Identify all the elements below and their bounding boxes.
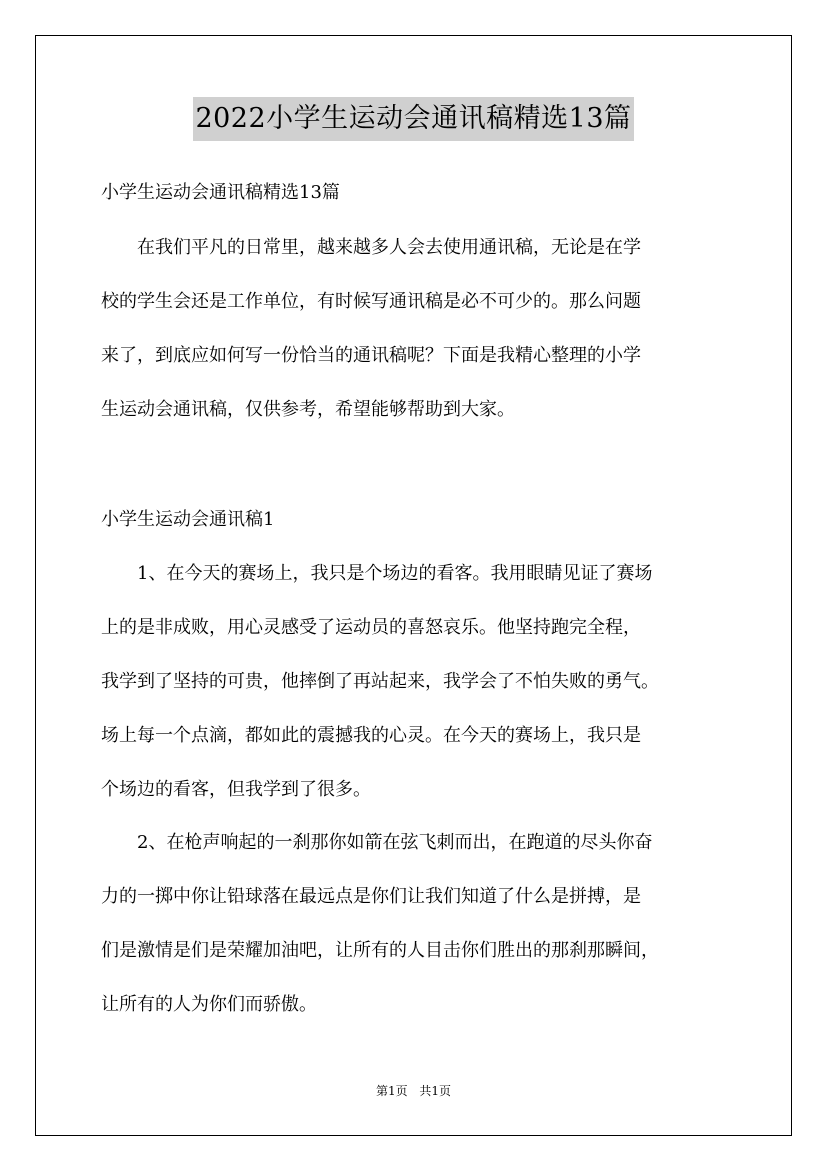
intro-line: 校的学生会还是工作单位，有时候写通讯稿是必不可少的。那么问题: [101, 291, 641, 312]
intro-line: 生运动会通讯稿，仅供参考，希望能够帮助到大家。: [101, 399, 515, 420]
paragraph-line: 让所有的人为你们而骄傲。: [101, 994, 317, 1015]
paragraph-line: 我学到了坚持的可贵，他摔倒了再站起来，我学会了不怕失败的勇气。: [101, 671, 659, 692]
paragraph-line: 上的是非成败，用心灵感受了运动员的喜怒哀乐。他坚持跑完全程，: [101, 617, 641, 638]
page-number: 第1页: [375, 1084, 408, 1098]
document-subtitle: 小学生运动会通讯稿精选13篇: [101, 182, 340, 203]
page-total: 共1页: [419, 1084, 452, 1098]
intro-line: 在我们平凡的日常里，越来越多人会去使用通讯稿，无论是在学: [101, 237, 641, 258]
title-container: [0, 97, 827, 141]
paragraph-line: 1、在今天的赛场上，我只是个场边的看客。我用眼睛见证了赛场: [101, 563, 653, 584]
document-title: 2022小学生运动会通讯稿精选13篇: [193, 97, 633, 141]
intro-line: 来了，到底应如何写一份恰当的通讯稿呢？下面是我精心整理的小学: [101, 345, 641, 366]
paragraph-line: 们是激情是们是荣耀加油吧，让所有的人目击你们胜出的那刹那瞬间，: [101, 940, 659, 961]
paragraph-line: 个场边的看客，但我学到了很多。: [101, 779, 371, 800]
section-heading: 小学生运动会通讯稿1: [101, 509, 275, 530]
paragraph-line: 场上每一个点滴，都如此的震撼我的心灵。在今天的赛场上，我只是: [101, 725, 641, 746]
paragraph-line: 力的一掷中你让铅球落在最远点是你们让我们知道了什么是拼搏，是: [101, 886, 641, 907]
paragraph-line: 2、在枪声响起的一刹那你如箭在弦飞刺而出，在跑道的尽头你奋: [101, 832, 653, 853]
page-footer: [0, 1083, 827, 1099]
